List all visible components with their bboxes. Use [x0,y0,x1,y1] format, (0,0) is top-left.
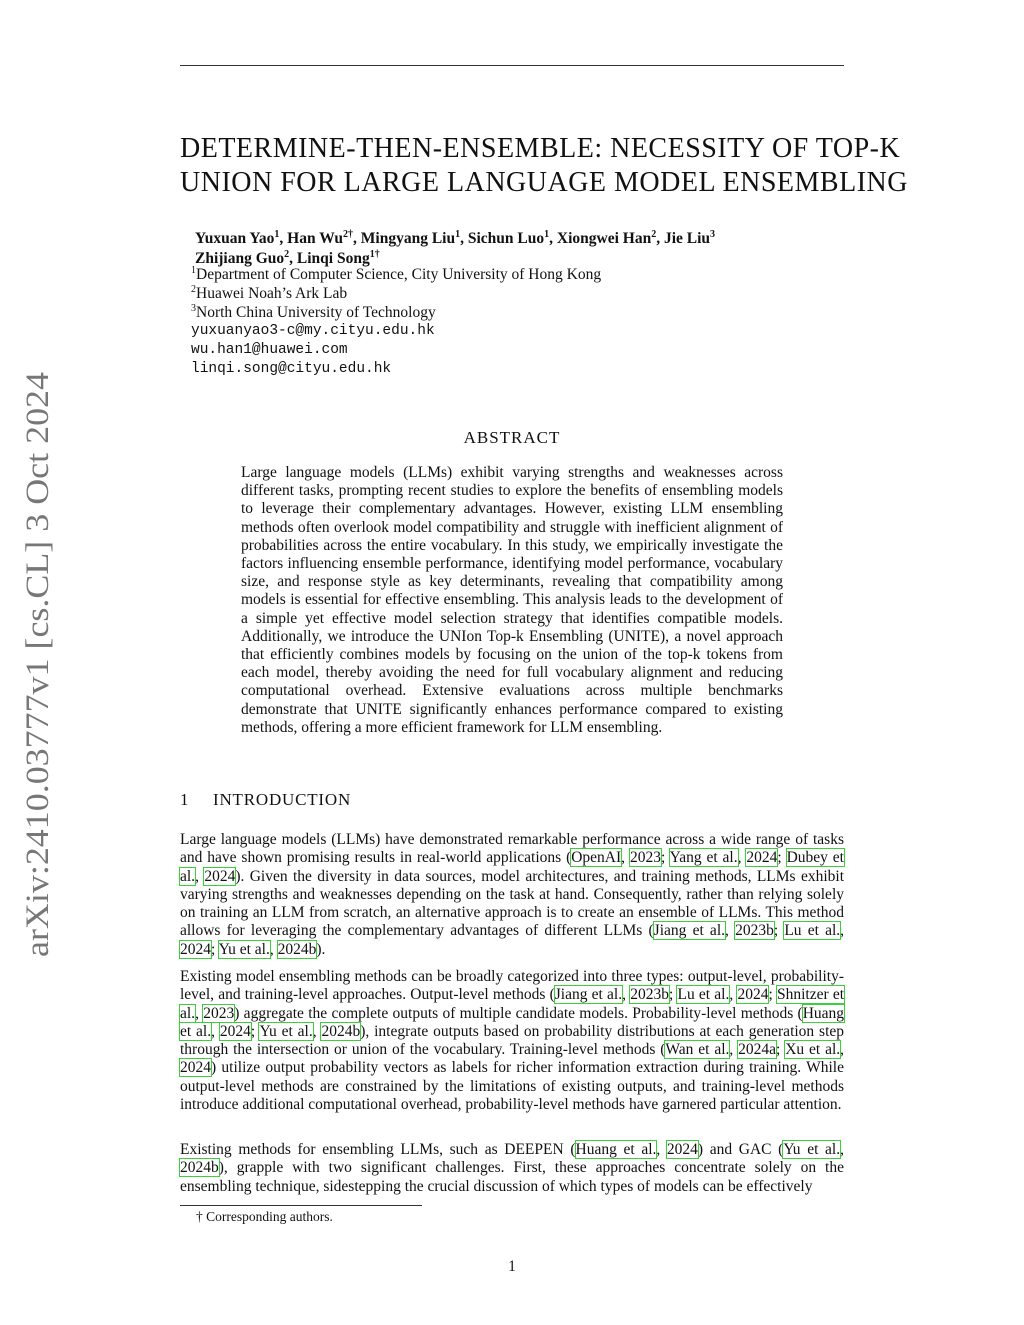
section-title: INTRODUCTION [213,790,352,809]
footnote: † Corresponding authors. [196,1209,333,1224]
citation-link[interactable]: 2024 [180,1059,211,1077]
citation-link[interactable]: 2024b [321,1022,361,1040]
paper-title [180,132,908,200]
citation-link[interactable]: OpenAI [571,849,622,867]
author-sup: 3 [710,228,716,240]
citation-link[interactable]: 2023 [629,849,661,867]
citation-link[interactable]: 2023b [735,922,774,940]
author-line-2: Zhijiang Guo$^2$, Linqi Song$^{1\dagger}$ [195,248,380,267]
citation-link[interactable]: Yu et al. [259,1022,313,1040]
affiliation-2 [191,284,347,303]
author-line-1: Yuxuan Yao$^1$, Han $Wu^{2\dagger}$, Mingyang Liu$^1$, Sichun Luo$^1$, Xiongwei Han$^2$, Jie Liu$^3$ [195,228,716,247]
author-name: Linqi Song [296,250,370,267]
citation-link[interactable]: 2024 [737,986,769,1004]
affiliation-1-sup: 1 [191,264,196,276]
author-sup: 2 [651,228,657,240]
citation-link[interactable]: 2024b [180,1159,219,1177]
intro-paragraph-3: Existing methods for ensembling LLMs, such as DEEPEN (Huang et al., 2024) and GAC (Yu et al., 2024b), grapple with two significant challenges. First, these approaches concentrate solely on the ensembling technique, sidestepping the crucial discussion of which types of models can be effectively [180,1141,844,1195]
citation-link[interactable]: 2023b [630,986,669,1004]
top-rule [180,65,844,66]
citation-link[interactable]: Xu et al. [785,1041,841,1059]
author-name: Zhijiang Guo [195,250,285,267]
intro-paragraph-1: Large language models (LLMs) have demonstrated remarkable performance across a wide range of tasks and have shown promising results in real-world applications (OpenAI, 2023; Yang et al., 2024; Dubey et al., 2024). Given the diversity in data sources, model architectures, and training methods, LLMs exhibit varying strengths and weaknesses depending on the task at hand. Consequently, rather than relying solely on training an LLM from scratch, an alternative approach is to create an ensemble of LLMs. This method allows for leveraging the complementary advantages of different LLMs (Jiang et al., 2023b; Lu et al., 2024; Yu et al., 2024b). [180,831,845,958]
intro-paragraph-2: Existing model ensembling methods can be broadly categorized into three types: output-level, probability-level, and training-level approaches. Output-level methods (Jiang et al., 2023b; Lu et al., 2024; Shnitzer et al., 2023) aggregate the complete outputs of multiple candidate models. Probability-level methods (Huang et al., 2024; Yu et al., 2024b), integrate outputs based on probability distributions at each generation step through the intersection or union of the vocabulary. Training-level methods (Wan et al., 2024a; Xu et al., 2024) utilize output probability vectors as labels for richer information extraction during training. While output-level methods are constrained by the limitations of existing outputs, and training-level methods introduce additional computational overhead, probability-level methods have garnered particular attention. [180,968,845,1114]
arxiv-stamp-text: arXiv:2410.03777v1 [cs.CL] 3 Oct 2024 [20,419,56,957]
affiliation-3-text: North China University of Technology [196,304,436,321]
citation-link[interactable]: Yang et al. [669,849,738,867]
citation-link[interactable]: 2024 [746,849,778,867]
citation-link[interactable]: Huang et al. [180,1004,845,1040]
author-sup: 1† [369,248,380,260]
citation-link[interactable]: 2024 [666,1141,698,1158]
abstract-text: Large language models (LLMs) exhibit varying strengths and weaknesses across different tasks, prompting recent studies to explore the benefits of ensembling models to leverage their complementary advantages. However, existing LLM ensembling methods often overlook model compatibility and struggle with inefficient alignment of probabilities across the entire vocabulary. In this study, we empirically investigate the factors influencing ensemble performance, identifying model performance, vocabulary size, and response style as key determinants, revealing that compatibility among models is essential for effective ensembling. This analysis leads to the development of a simple yet effective model selection strategy that identifies compatible models. Additionally, we introduce the UNIon Top-k Ensembling (UNITE), a novel approach that efficiently combines models by focusing on the union of the top-k tokens from each model, thereby avoiding the need for full vocabulary alignment and reducing computational overhead. Extensive evaluations across multiple benchmarks demonstrate that UNITE significantly enhances performance compared to existing methods, offering a more efficient framework for LLM ensembling. [241,464,783,736]
author-sup: 1 [274,228,280,240]
author-name: Yuxuan Yao [195,230,275,247]
citation-link[interactable]: Yu et al. [218,940,270,958]
author-sup: 2† [343,228,354,240]
citation-link[interactable]: Shnitzer et al. [180,986,845,1022]
citation-link[interactable]: 2024a [738,1041,777,1059]
citation-link[interactable]: Dubey et al. [180,849,844,885]
email-3[interactable]: linqi.song@cityu.edu.hk [191,361,392,377]
arxiv-stamp [10,372,58,957]
author-name: Sichun Luo [467,230,545,247]
email-1[interactable]: yuxuanyao3-c@my.cityu.edu.hk [191,323,435,339]
citation-link[interactable]: 2024 [204,867,236,885]
affiliation-3-sup: 3 [191,302,196,314]
title-line-2: UNION FOR LARGE LANGUAGE MODEL ENSEMBLING [180,167,908,198]
citation-link[interactable]: Wan et al. [665,1041,730,1059]
author-name: Jie Liu [663,230,711,247]
citation-link[interactable]: Lu et al. [784,922,841,940]
author-sup: 1 [544,228,550,240]
affiliation-2-text: Huawei Noah’s Ark Lab [196,285,348,302]
citation-link[interactable]: 2023 [203,1004,235,1022]
page-number: 1 [508,1258,516,1275]
author-sup: 1 [455,228,461,240]
title-line-1: DETERMINE-THEN-ENSEMBLE: NECESSITY OF TOP-K [180,133,901,164]
citation-link[interactable]: Lu et al. [677,986,730,1004]
affiliation-3 [191,303,436,322]
affiliation-1 [191,265,601,284]
section-heading [180,790,351,810]
author-name: Mingyang Liu [360,230,456,247]
affiliation-1-text: Department of Computer Science, City University of Hong Kong [196,266,602,283]
abstract-heading: ABSTRACT [463,428,561,447]
citation-link[interactable]: 2024b [277,940,317,958]
footnote-rule [180,1205,422,1206]
citation-link[interactable]: Jiang et al. [653,922,725,940]
author-name: Han Wu [287,230,344,247]
email-2[interactable]: wu.han1@huawei.com [191,342,348,358]
citation-link[interactable]: 2024 [180,940,211,958]
citation-link[interactable]: Jiang et al. [554,986,623,1004]
citation-link[interactable]: Huang et al. [575,1141,657,1158]
arxiv-stamp-svg [10,372,58,957]
author-name: Xiongwei Han [556,230,652,247]
section-number: 1 [180,790,190,809]
citation-link[interactable]: Yu et al. [783,1141,841,1158]
author-list [195,229,835,269]
affiliation-2-sup: 2 [191,283,196,295]
author-sup: 2 [284,248,290,260]
citation-link[interactable]: 2024 [219,1022,251,1040]
